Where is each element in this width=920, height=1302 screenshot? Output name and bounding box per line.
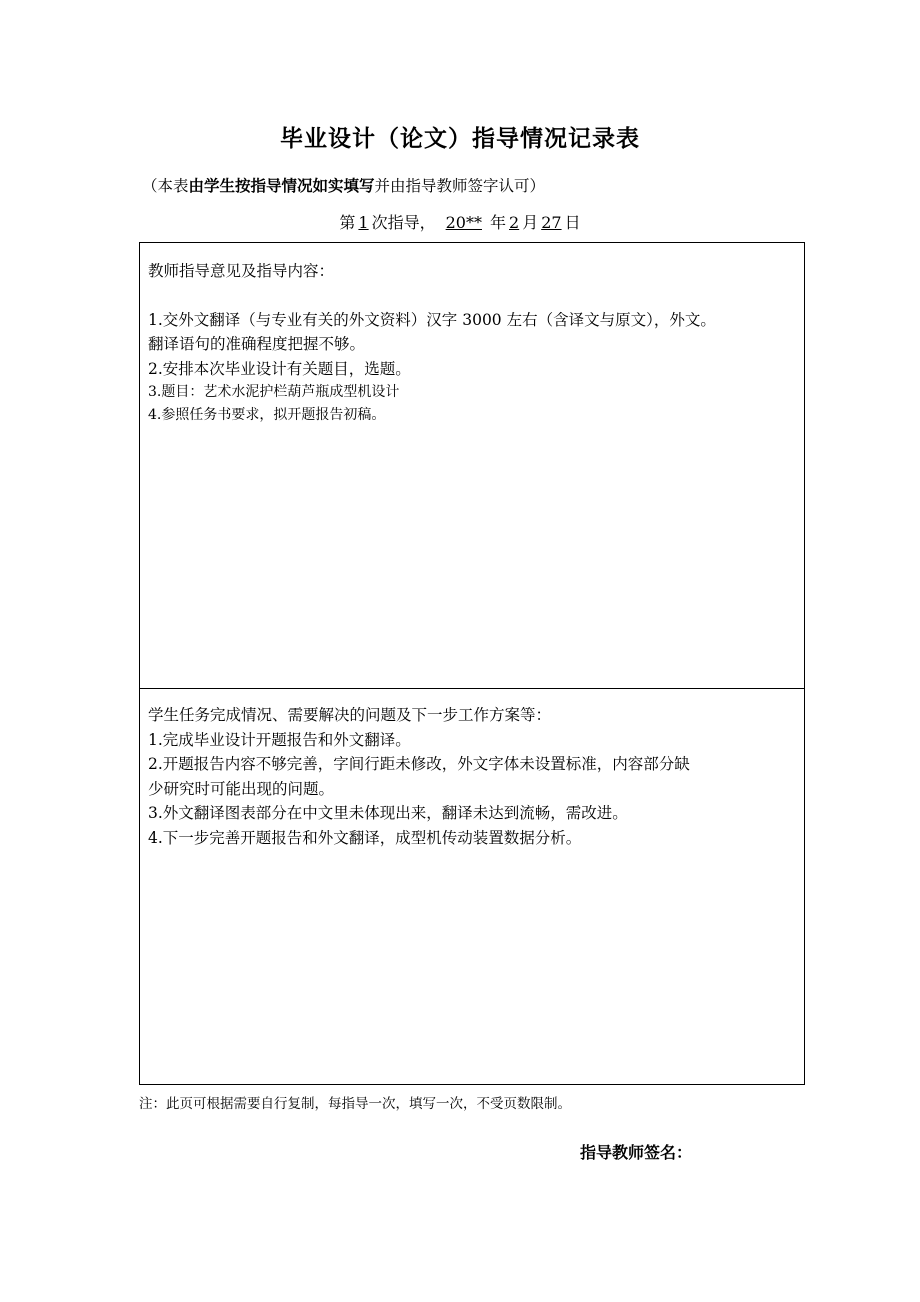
student-section-heading: 学生任务完成情况、需要解决的问题及下一步工作方案等： <box>148 706 552 724</box>
teacher-signature-label: 指导教师签名： <box>580 1143 693 1162</box>
student-item: 少研究时可能出现的问题。 <box>148 779 335 798</box>
month-unit: 月 <box>522 213 539 232</box>
session-month-field: 2 <box>509 213 520 232</box>
teacher-guidance-section <box>140 243 804 689</box>
instructions-suffix: 并由指导教师签字认可） <box>374 177 546 195</box>
student-item: 4.下一步完善开题报告和外文翻译，成型机传动装置数据分析。 <box>148 828 582 847</box>
teacher-item: 1.交外文翻译（与专业有关的外文资料）汉字 3000 左右（含译文与原文），外文。 <box>148 310 716 329</box>
student-item: 3.外文翻译图表部分在中文里未体现出来，翻译未达到流畅，需改进。 <box>148 804 628 822</box>
session-day-field: 27 <box>541 213 562 232</box>
day-unit: 日 <box>564 213 581 232</box>
session-suffix: 次指导， <box>371 213 436 232</box>
session-year-field: 20** <box>445 213 482 232</box>
instructions-prefix: （本表 <box>142 177 189 195</box>
form-instructions <box>142 174 545 196</box>
teacher-item: 4.参照任务书要求，拟开题报告初稿。 <box>148 407 386 423</box>
page-title: 毕业设计（论文）指导情况记录表 <box>280 125 640 152</box>
session-prefix: 第 <box>339 213 356 232</box>
instructions-emphasis: 由学生按指导情况如实填写 <box>188 176 375 195</box>
teacher-item: 2.安排本次毕业设计有关题目，选题。 <box>148 359 411 378</box>
student-item: 2.开题报告内容不够完善，字间行距未修改，外文字体未设置标准，内容部分缺 <box>148 755 690 773</box>
spacer <box>148 284 796 308</box>
year-unit: 年 <box>489 213 506 232</box>
teacher-section-heading: 教师指导意见及指导内容： <box>148 262 335 280</box>
session-info <box>0 210 920 233</box>
guidance-record-table <box>139 242 805 1085</box>
student-progress-section <box>140 689 804 1084</box>
session-number-field: 1 <box>358 213 369 232</box>
footer-note: 注：此页可根据需要自行复制，每指导一次，填写一次，不受页数限制。 <box>139 1096 571 1112</box>
teacher-item: 翻译语句的准确程度把握不够。 <box>148 335 366 353</box>
student-item: 1.完成毕业设计开题报告和外文翻译。 <box>148 730 411 749</box>
teacher-item: 3.题目：艺术水泥护栏葫芦瓶成型机设计 <box>148 384 400 400</box>
